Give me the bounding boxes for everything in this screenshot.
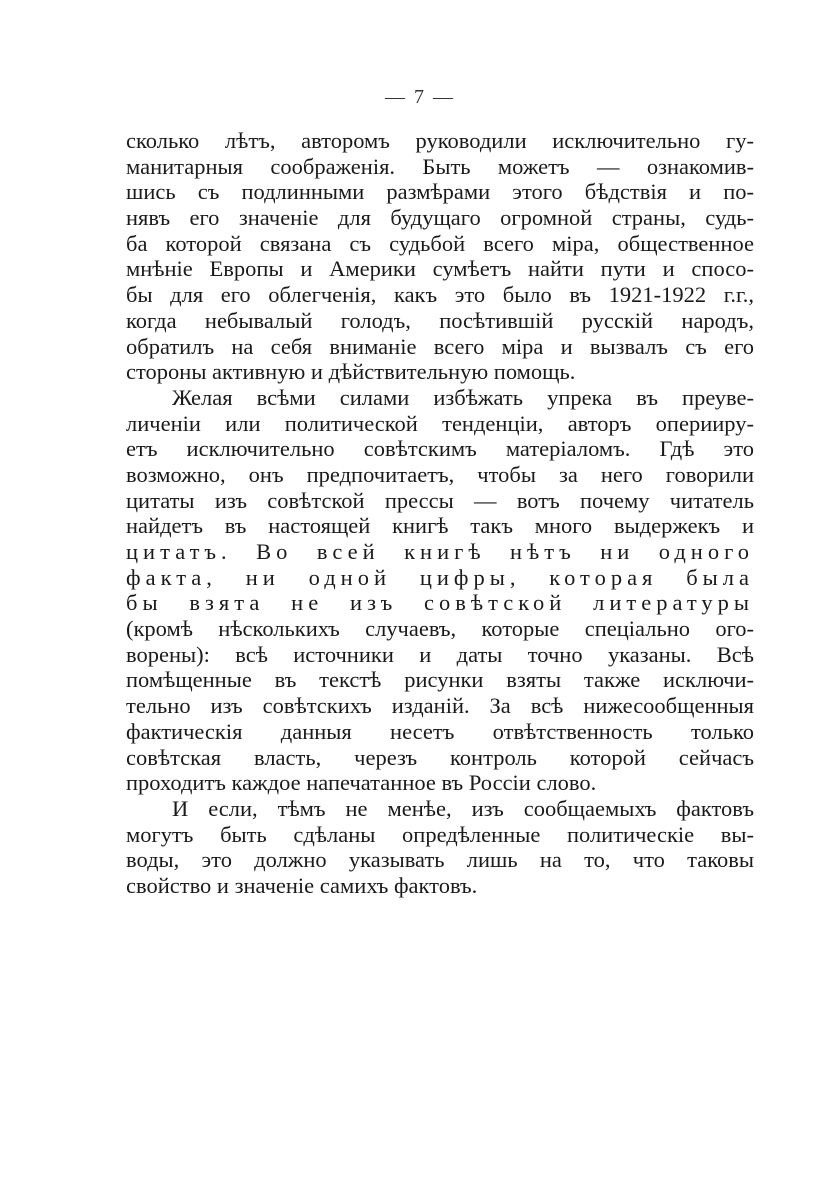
text-line: тельно изъ совѣтскихъ изданій. За всѣ нижесообщенныя: [126, 693, 754, 719]
text-line: могутъ быть сдѣланы опредѣленные политическіе вы-: [126, 821, 754, 847]
text-line: когда небывалый голодъ, посѣтившій русскій народъ,: [126, 307, 754, 333]
text-line: помѣщенные въ текстѣ рисунки взяты также исключи-: [126, 667, 754, 693]
text-line: сколько лѣтъ, авторомъ руководили исключительно гу-: [126, 128, 754, 153]
body-text: [126, 128, 754, 899]
text-line: личеніи или политической тенденціи, авторъ оперииру-: [126, 410, 754, 436]
paragraph-1: [126, 128, 754, 385]
text-line: проходитъ каждое напечатанное въ Россіи слово.: [126, 770, 597, 796]
text-line: мнѣніе Европы и Америки сумѣетъ найти пути и спосо-: [126, 256, 754, 282]
text-line: цитаты изъ совѣтской прессы — вотъ почему читатель: [126, 487, 754, 513]
text-line: И если, тѣмъ не менѣе, изъ сообщаемыхъ фактовъ: [172, 795, 754, 821]
text-line: найдетъ въ настоящей книгѣ такъ много выдержекъ и: [126, 513, 754, 539]
text-line: фактическія данныя несетъ отвѣтственность только: [126, 718, 754, 744]
text-line: воды, это должно указывать лишь на то, что таковы: [126, 847, 754, 873]
text-line: ба которой связана съ судьбой всего міра, общественное: [126, 230, 754, 256]
text-line: шись съ подлинными размѣрами этого бѣдствія и по-: [126, 179, 754, 205]
text-line: Желая всѣми силами избѣжать упрека въ преуве-: [172, 384, 754, 410]
text-line: бы взята не изъ совѣтской литературы: [126, 590, 754, 616]
text-line: стороны активную и дѣйствительную помощь.: [126, 359, 576, 385]
text-line: цитатъ. Во всей книгѣ нѣтъ ни одного: [126, 539, 754, 564]
text-line: совѣтская власть, черезъ контроль которой сейчасъ: [126, 744, 754, 770]
text-line: бы для его облегченія, какъ это было въ 1921-1922 г.г.,: [126, 282, 754, 308]
text-line: (кромѣ нѣсколькихъ случаевъ, которые спеціально ого-: [126, 616, 754, 642]
text-line: нявъ его значеніе для будущаго огромной страны, судь-: [126, 205, 754, 231]
text-line: обратилъ на себя вниманіе всего міра и вызвалъ съ его: [126, 333, 754, 359]
text-line: свойство и значеніе самихъ фактовъ.: [126, 872, 478, 898]
page-number: — 7 —: [385, 86, 455, 108]
text-line: ворены): всѣ источники и даты точно указаны. Всѣ: [126, 641, 754, 667]
text-line: етъ исключительно совѣтскимъ матеріаломъ. Гдѣ это: [126, 436, 754, 462]
text-line: возможно, онъ предпочитаетъ, чтобы за него говорили: [126, 461, 754, 487]
paragraph-2: [126, 385, 754, 796]
text-line: факта, ни одной цифры, которая была: [126, 564, 754, 590]
text-line: манитарныя соображенія. Быть можетъ — ознакомив-: [126, 153, 754, 179]
paragraph-3: [126, 796, 754, 899]
